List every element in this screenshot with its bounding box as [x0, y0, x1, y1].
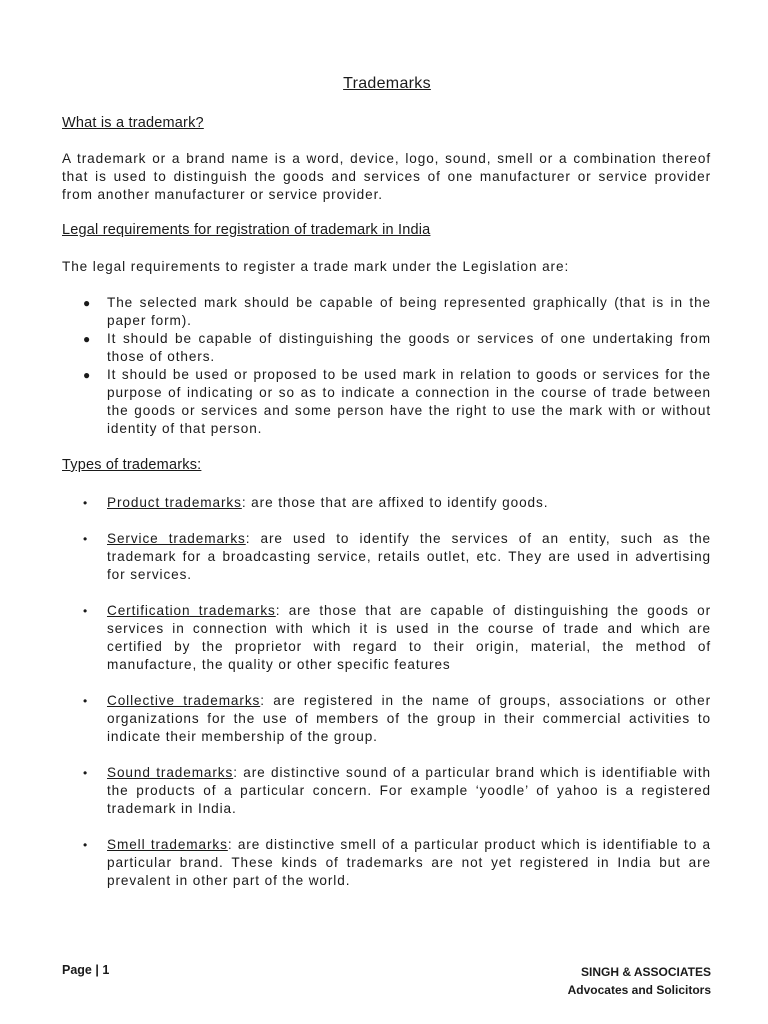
list-item: • Smell trademarks: are distinctive smell of a particular product which is identifiable to a particular brand. These kinds of trademarks are not yet registered in India but are prevalent in other part of the world.: [83, 837, 711, 888]
page-number: Page | 1: [62, 963, 110, 977]
bullet-icon: •: [83, 694, 89, 708]
list-item: • Collective trademarks: are registered in the name of groups, associations or other organizations for the use of members of the group in their commercial activities to indicate their membership of the group.: [83, 693, 712, 744]
bullet-icon: •: [83, 604, 89, 618]
definition-paragraph: A trademark or a brand name is a word, device, logo, sound, smell or a combination thereof that is used to distinguish the goods and services of one manufacturer or service provider from another manufacturer or service provider.: [62, 151, 711, 202]
list-item: • Service trademarks: are used to identify the services of an entity, such as the trademark for a broadcasting service, retails outlet, etc. They are used in advertising for services.: [83, 531, 712, 582]
term-product-trademarks: Product trademarks: [107, 495, 242, 510]
list-item: ● The selected mark should be capable of being represented graphically (that is in the paper form).: [83, 295, 711, 328]
list-item: • Sound trademarks: are distinctive sound of a particular brand which is identifiable with the products of a particular concern. For example ‘yoodle’ of yahoo is a registered trademark in India.: [83, 765, 711, 816]
bullet-icon: •: [83, 766, 89, 780]
section-heading-legal-requirements: Legal requirements for registration of trademark in India: [62, 222, 431, 238]
firm-tagline: Advocates and Solicitors: [567, 983, 711, 997]
list-item: • Certification trademarks: are those that are capable of distinguishing the goods or services in connection with which it is used in the course of trade and which are certified by the proprietor with regard to their origin, material, the method of manufacture, the quality or other specific features: [83, 603, 712, 672]
firm-name: SINGH & ASSOCIATES: [580, 965, 711, 979]
list-item: ● It should be capable of distinguishing the goods or services of one undertaking from those of others.: [83, 331, 711, 364]
term-smell-trademarks: Smell trademarks: [107, 837, 228, 852]
term-certification-trademarks: Certification trademarks: [107, 603, 276, 618]
bullet-icon: •: [83, 532, 89, 546]
bullet-icon: ●: [83, 332, 92, 346]
term-service-trademarks: Service trademarks: [107, 531, 246, 546]
legal-intro-paragraph: The legal requirements to register a trade mark under the Legislation are:: [62, 259, 570, 274]
bullet-icon: ●: [83, 368, 92, 382]
list-item: • Product trademarks: are those that are affixed to identify goods.: [83, 495, 549, 510]
section-heading-types-of-trademarks: Types of trademarks:: [62, 457, 202, 473]
term-sound-trademarks: Sound trademarks: [107, 765, 234, 780]
trademark-types-list: [62, 494, 711, 908]
document-title: Trademarks: [343, 75, 431, 92]
bullet-icon: ●: [83, 296, 92, 310]
legal-requirements-list: [62, 294, 711, 438]
bullet-icon: •: [83, 496, 89, 510]
term-collective-trademarks: Collective trademarks: [107, 693, 261, 708]
bullet-icon: •: [83, 838, 89, 852]
firm-signature: [568, 963, 711, 999]
section-heading-what-is-trademark: What is a trademark?: [62, 115, 204, 131]
list-item: ● It should be used or proposed to be used mark in relation to goods or services for the purpose of indicating or so as to indicate a connection in the course of trade between the goods or services and some person have the right to use the mark with or without identity of that person.: [83, 367, 711, 436]
